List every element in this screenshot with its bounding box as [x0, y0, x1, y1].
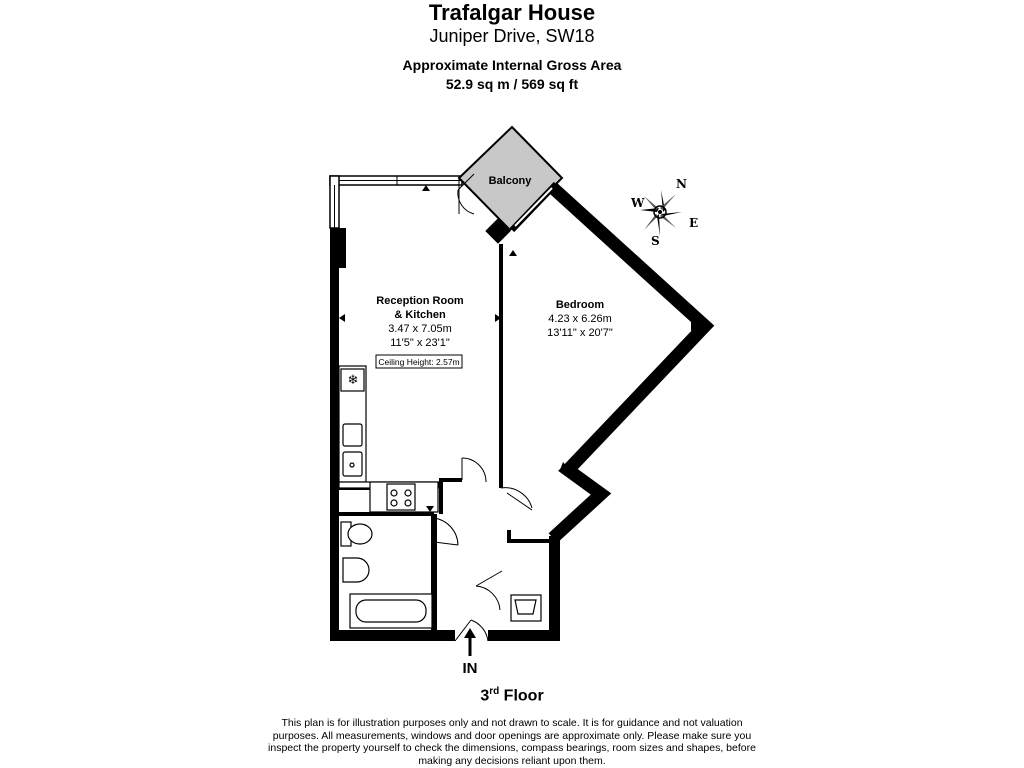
utility-fixture	[511, 595, 541, 621]
reception-name-line1: Reception Room	[376, 295, 464, 307]
top-window	[330, 176, 462, 228]
bedroom-imperial: 13'11" x 20'7"	[547, 327, 613, 339]
compass-icon	[630, 177, 698, 248]
sink-icon	[343, 424, 362, 446]
bedroom-name: Bedroom	[555, 299, 605, 311]
floor-label	[0, 686, 1024, 705]
bottom-wall-left	[330, 630, 455, 641]
compass-s: S	[651, 234, 660, 248]
property-title: Trafalgar House	[428, 0, 596, 25]
compass-n: N	[676, 177, 687, 191]
bathroom-fixtures	[341, 522, 432, 628]
reception-label	[376, 295, 464, 368]
area-value: 52.9 sq m / 569 sq ft	[445, 76, 579, 92]
snowflake-icon: ❄	[347, 372, 359, 387]
basin-icon	[343, 558, 369, 582]
reception-imperial: 11'5" x 23'1"	[390, 337, 450, 349]
utility-right-wall	[549, 536, 560, 641]
balcony-label: Balcony	[488, 175, 532, 187]
reception-name-line2: & Kitchen	[394, 309, 446, 321]
floor-suffix: rd	[489, 686, 500, 697]
balcony	[459, 127, 562, 244]
kitchen-counter	[339, 366, 439, 512]
property-address: Juniper Drive, SW18	[429, 26, 595, 46]
bedroom-label	[547, 299, 613, 339]
bedroom-exterior-wall	[553, 188, 705, 538]
hob-icon	[387, 484, 415, 510]
reception-metric: 3.47 x 7.05m	[388, 323, 452, 335]
area-label: Approximate Internal Gross Area	[402, 57, 622, 73]
compass-w: W	[631, 196, 645, 210]
disclaimer-text: This plan is for illustration purposes only and not drawn to scale. It is for guidance and not valuation purposes. All measurements, windows and door openings are approximate only. Please make sure you inspect the property yourself to check the dimensions, compass bearings, room sizes and shapes, before making any decisions reliant upon them.	[268, 717, 756, 767]
bedroom-metric: 4.23 x 6.26m	[548, 313, 612, 325]
left-wall-pier	[330, 228, 346, 268]
ceiling-height: Ceiling Height: 2.57m	[378, 357, 460, 367]
entrance-arrow-icon	[464, 628, 476, 656]
floor-word: Floor	[503, 687, 544, 705]
entrance-label: IN	[462, 660, 478, 677]
floor-number: 3	[480, 687, 490, 705]
compass-e: E	[689, 216, 699, 230]
